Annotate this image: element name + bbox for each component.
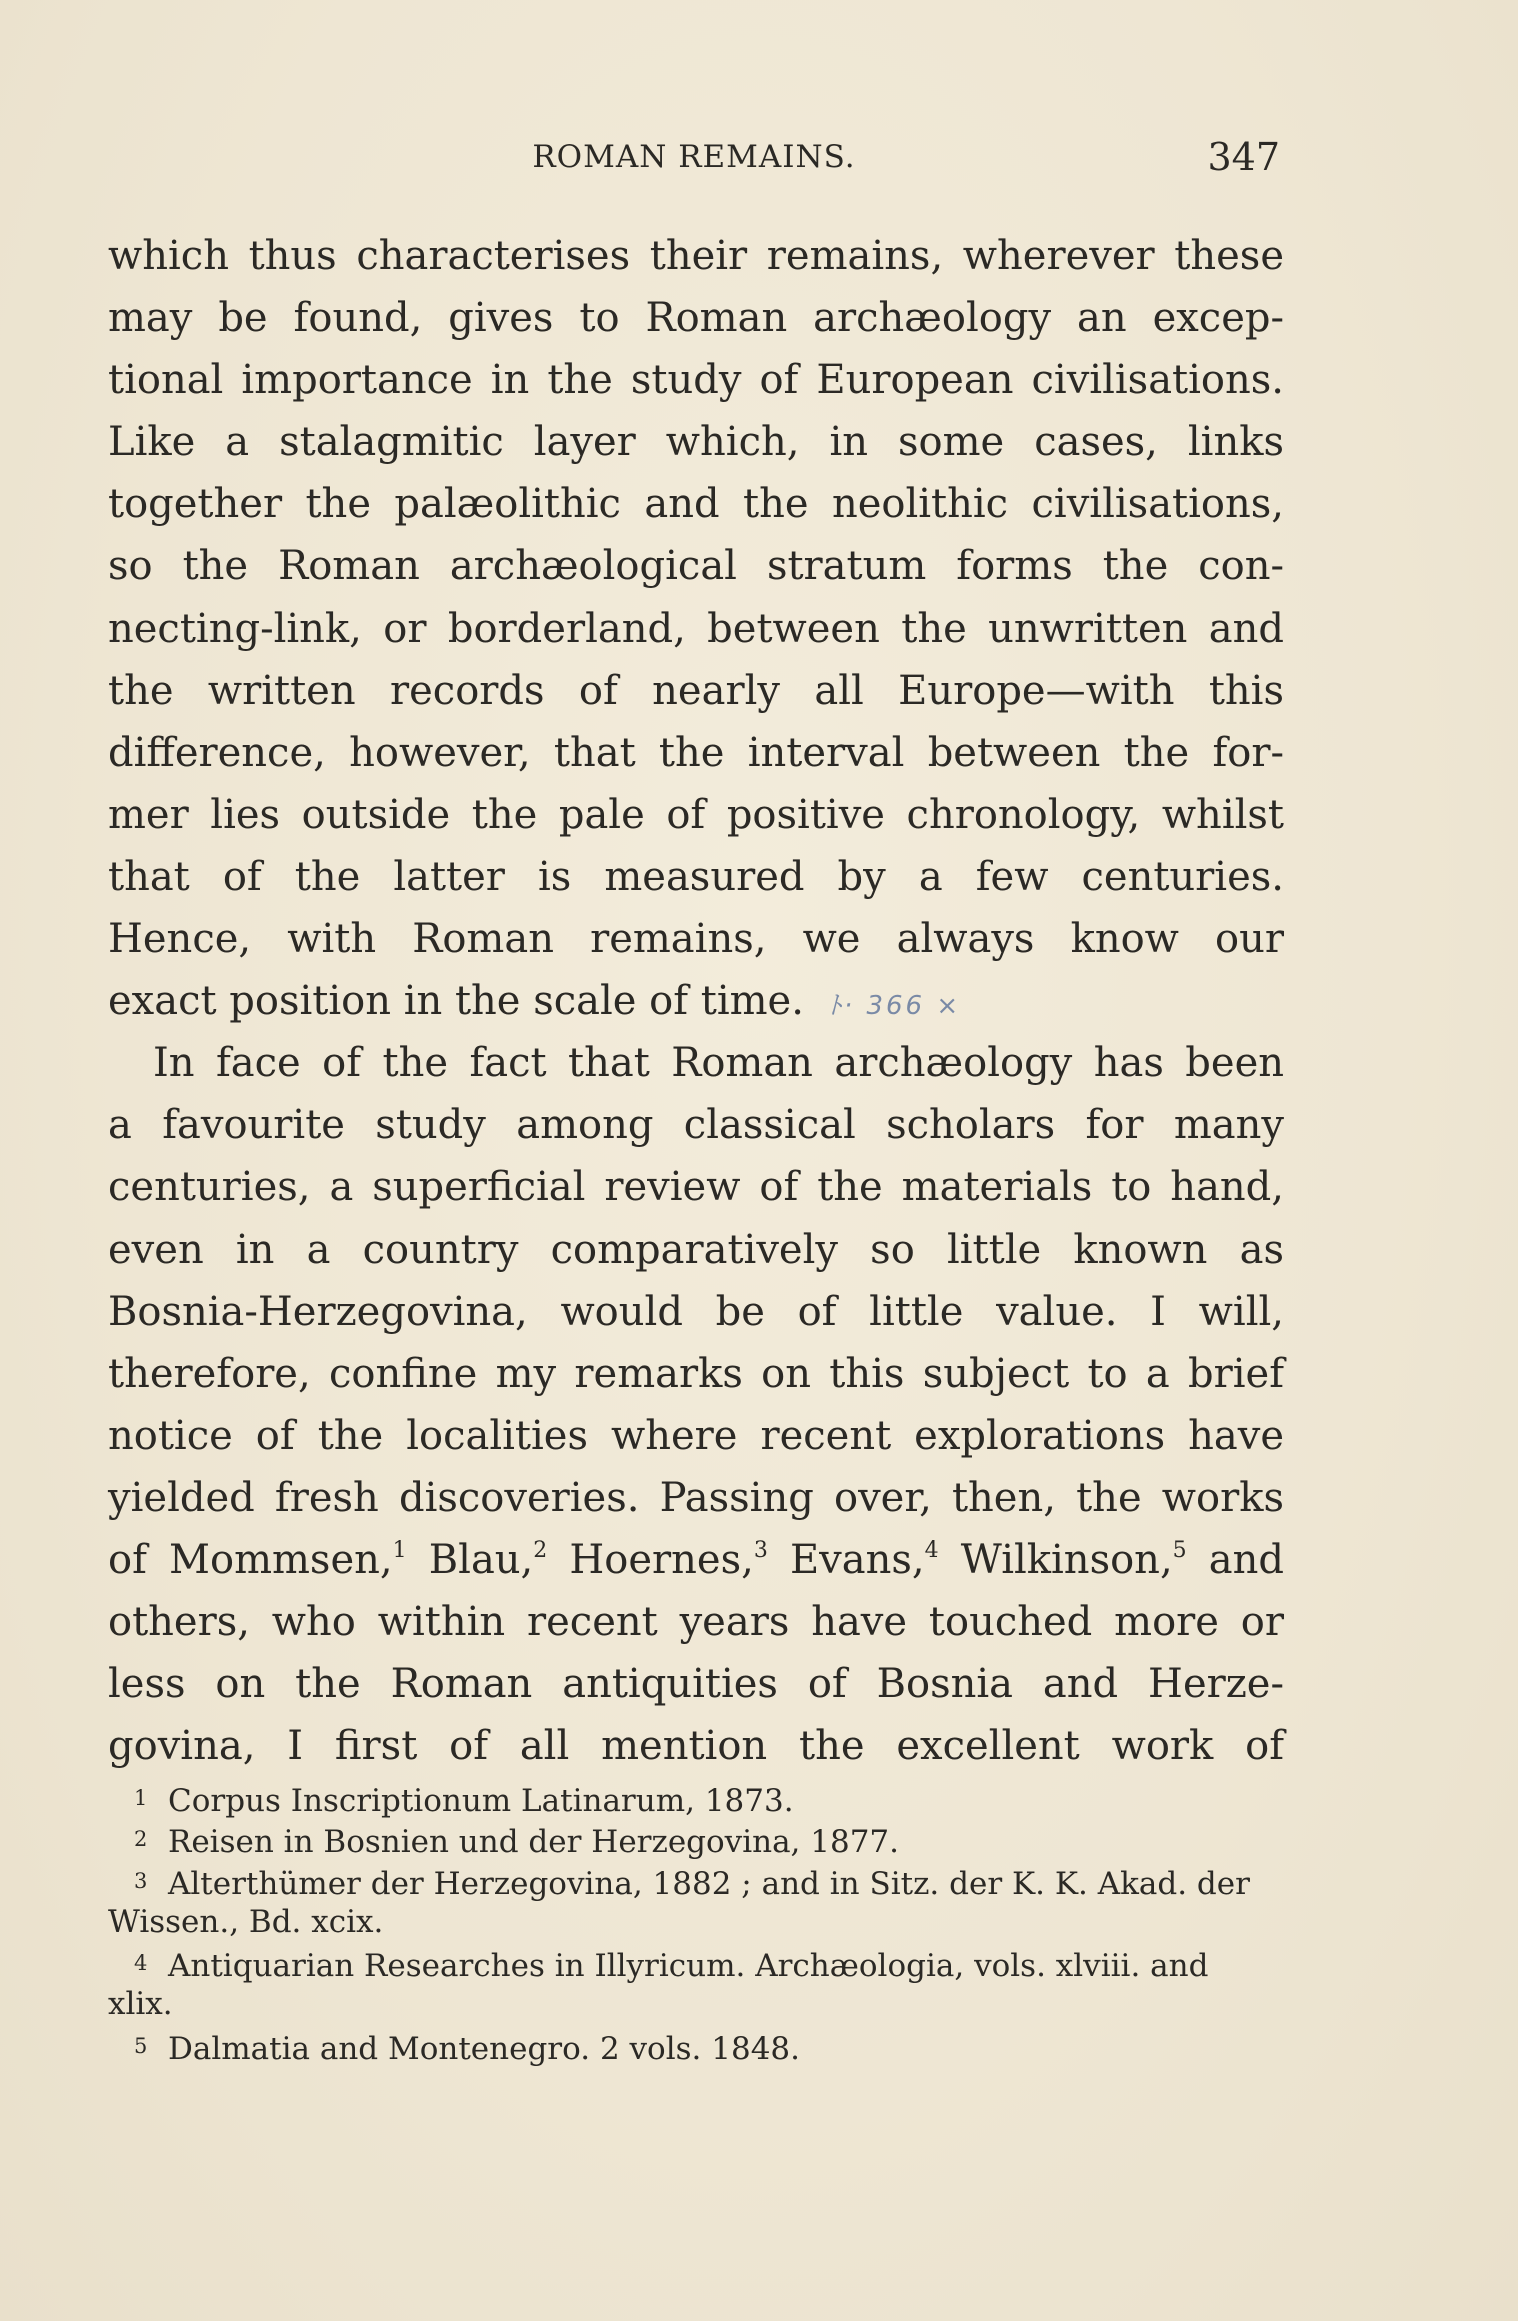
author-mommsen: Mommsen, bbox=[169, 1536, 393, 1583]
text-line: which thus characterises their remains, wherever these bbox=[108, 233, 1284, 279]
pencil-annotation: ﾄ· 366 × bbox=[827, 991, 962, 1022]
text-line: yielded fresh discoveries. Passing over, then, the works bbox=[108, 1474, 1284, 1521]
footnote-number: 3 bbox=[134, 1868, 148, 1893]
footnote-3 bbox=[108, 1861, 1284, 1902]
author-wilkinson: Wilkinson, bbox=[960, 1536, 1173, 1583]
text-line: therefore, confine my remarks on this subject to a brief bbox=[108, 1350, 1284, 1397]
text-line: notice of the localities where recent explorations have bbox=[108, 1412, 1284, 1459]
footnote-number: 5 bbox=[134, 2033, 148, 2058]
text-line: centuries, a superficial review of the materials to hand, bbox=[108, 1164, 1284, 1211]
text-line: even in a country comparatively so little known as bbox=[108, 1226, 1284, 1273]
text-line: Like a stalagmitic layer which, in some cases, links bbox=[108, 419, 1284, 466]
text-line: tional importance in the study of European civilisations. bbox=[108, 357, 1284, 404]
text-line: may be found, gives to Roman archæology an excep- bbox=[108, 295, 1284, 342]
text-line: together the palæolithic and the neolithic civilisations, bbox=[108, 481, 1284, 528]
text-line: less on the Roman antiquities of Bosnia and Herze- bbox=[108, 1661, 1284, 1708]
footnote-ref: 5 bbox=[1172, 1537, 1187, 1563]
text-line: others, who within recent years have touched more or bbox=[108, 1599, 1284, 1646]
footnote-number: 1 bbox=[134, 1786, 148, 1810]
footnote-text: Reisen in Bosnien und der Herzegovina, 1877. bbox=[168, 1824, 900, 1861]
text-line: Hence, with Roman remains, we always know our bbox=[108, 916, 1284, 963]
paragraph-end-line bbox=[108, 970, 1284, 1032]
footnote-text: Antiquarian Researches in Illyricum. Archæologia, vols. xlviii. and bbox=[168, 1948, 1209, 1985]
page-number: 347 bbox=[1207, 135, 1280, 179]
footnote-text: Corpus Inscriptionum Latinarum, 1873. bbox=[168, 1783, 794, 1819]
footnote-3-continued: Wissen., Bd. xcix. bbox=[108, 1903, 384, 1940]
text-line: the written records of nearly all Europe—with this bbox=[108, 667, 1284, 714]
footnote-ref: 3 bbox=[753, 1537, 768, 1563]
footnote-4 bbox=[108, 1943, 1284, 1984]
footnote-number: 4 bbox=[134, 1951, 148, 1976]
text-line: Bosnia-Herzegovina, would be of little value. I will, bbox=[108, 1288, 1284, 1335]
footnotes bbox=[108, 1778, 1284, 2067]
author-citation-line bbox=[108, 1529, 1284, 1591]
text-line: mer lies outside the pale of positive chronology, whilst bbox=[108, 791, 1284, 838]
author-hoernes: Hoernes, bbox=[569, 1536, 754, 1583]
text-line: In face of the fact that Roman archæology has been bbox=[153, 1040, 1284, 1087]
body-text bbox=[108, 225, 1284, 1777]
footnote-text: Dalmatia and Montenegro. 2 vols. 1848. bbox=[168, 2030, 800, 2067]
text-line: so the Roman archæological stratum forms the con- bbox=[108, 543, 1284, 590]
footnote-2 bbox=[108, 1819, 1284, 1860]
running-title: ROMAN REMAINS. bbox=[532, 139, 856, 175]
author-blau: Blau, bbox=[428, 1536, 534, 1583]
text-fragment: and bbox=[1208, 1536, 1285, 1583]
footnote-ref: 4 bbox=[924, 1537, 939, 1563]
text-line: difference, however, that the interval between the for- bbox=[108, 729, 1284, 776]
text-line-content: exact position in the scale of time. bbox=[108, 978, 804, 1025]
running-head bbox=[108, 132, 1280, 182]
text-line: necting-link, or borderland, between the unwritten and bbox=[108, 605, 1284, 652]
text-line: that of the latter is measured by a few centuries. bbox=[108, 853, 1284, 900]
footnote-ref: 1 bbox=[392, 1537, 407, 1563]
text-line: a favourite study among classical scholars for many bbox=[108, 1102, 1284, 1149]
text-line: govina, I first of all mention the excellent work of bbox=[108, 1723, 1284, 1770]
footnote-number: 2 bbox=[134, 1827, 148, 1852]
author-evans: Evans, bbox=[789, 1536, 925, 1583]
footnote-text: Alterthümer der Herzegovina, 1882 ; and in Sitz. der K. K. Akad. der bbox=[168, 1865, 1250, 1902]
footnote-1 bbox=[108, 1778, 1284, 1819]
footnote-ref: 2 bbox=[533, 1537, 548, 1563]
footnote-5 bbox=[108, 2026, 1284, 2067]
footnote-4-continued: xlix. bbox=[108, 1986, 173, 2023]
text-fragment: of bbox=[108, 1536, 147, 1583]
